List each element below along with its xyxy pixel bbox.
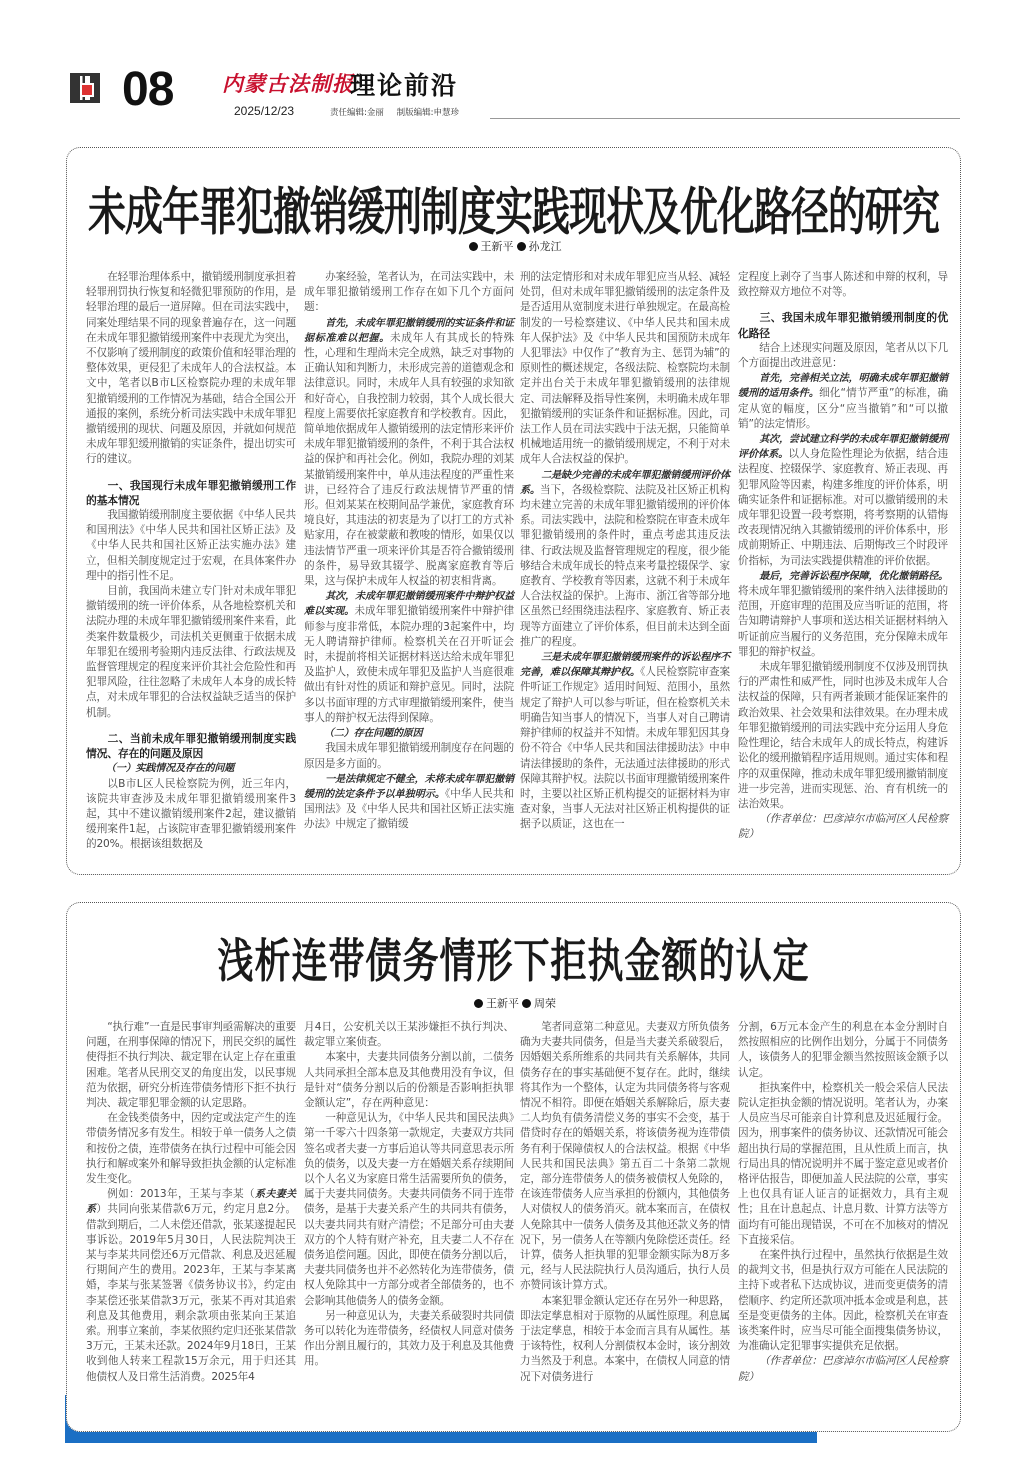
article-1-column-1 [86,270,296,853]
bullet-icon [474,999,483,1008]
article-2-title: 浅析连带债务情形下拒执金额的认定 [217,934,810,989]
editor-credits [330,106,459,118]
paragraph: 办案经验，笔者认为，在司法实践中，未成年罪犯撤销缓刑工作存在如下几个方面问题： [304,271,514,314]
emphasis-lead: 首先，未成年罪犯撤销缓刑的实证条件和证据标准难以把握。 [304,317,514,344]
article-2-column-3 [520,1020,730,1385]
author: 周荣 [534,997,556,1010]
paragraph: “执行难”一直是民事审判亟需解决的重要问题，在刑事保障的情况下，刑民交织的属性使得拒不执行判决、裁定罪在认定上存在重重困难。笔者从民刑交叉的角度出发，以民事规范为依据，研究分析连带债务情形下拒不执行判决、裁定罪犯罪金额的认定思路。 [86,1021,296,1110]
author-affiliation: （作者单位：巴彦淖尔市临河区人民检察院） [738,813,948,841]
paragraph: 定程度上剥夺了当事人陈述和申辩的权利，导致控辩双方地位不对等。 [738,271,948,299]
subsection-heading: （一）实践情况及存在的问题 [106,763,235,775]
paragraph: 刑的法定情形和对未成年罪犯应当从轻、减轻处罚，但对未成年罪犯撤销缓刑的法定条件及是否适用从宽制度未进行单独规定。在最高检制发的一号检察建议、《中华人民共和国未成年人保护法》及《中华人民共和国预防未成年人犯罪法》中仅作了“教育为主、惩罚为辅”的原则性的概述规定，各级法院、检察院均未制定并出台关于未成年罪犯撤销缓刑的法律规定、司法解释及指导性案例，未明确未成年罪犯撤销缓刑的实证条件和证据标准。因此，司法工作人员在司法实践中于法无据，只能简单机械地适用统一的撤销缓刑规定，不利于对未成年人合法权益的保护。 [520,271,730,466]
paragraph-text: 未成年罪犯撤销缓刑案件中辩护律师参与度非常低，本院办理的3起案件中，均无人聘请辩护律师。检察机关在召开听证会时，未提前将相关证据材料送达给未成年罪犯及监护人，致使未成年罪犯及监护人当庭很难做出有针对性的质证和辩护意见。同时，法院多以书面审理的方式审理撤销缓刑案件，使当事人的辩护权无法得到保障。 [304,605,514,724]
article-2-byline [66,995,961,1011]
author-affiliation: （作者单位：巴彦淖尔市临河区人民检察院） [738,1355,948,1383]
author: 王新平 [486,997,519,1010]
emphasis-lead: 最后，完善诉讼程序保障，优化撤销路径。 [759,570,948,582]
paragraph [304,772,514,833]
emphasis-lead: 其次，未成年罪犯撤销缓刑案件中辩护权益难以实现。 [304,591,514,618]
newspaper-logo: 内蒙古法制报 [222,71,354,96]
subsection-heading: （二）存在问题的原因 [324,728,423,740]
paragraph: 笔者同意第二种意见。夫妻双方所负债务确为夫妻共同债务，但是当夫妻关系破裂后，因婚姻关系所维系的共同共有关系解体，共同债务存在的事实基础便不复存在。此时，继续将其作为一个整体，认定为共同债务将与客观情况不相符。即便在婚姻关系解除后，原夫妻二人均负有债务清偿义务的事实不会变，基于借贷时存在的婚姻关系，将该债务视为连带债务有利于保障债权人的合法权益。根据《中华人民共和国民法典》第五百二十条第二款规定，部分连带债务人的债务被债权人免除的，在该连带债务人应当承担的份额内，其他债务人对债权人的债务消灭。就本案而言，在债权人免除其中一债务人债务及其他还款义务的情况下，另一债务人在等额内免除偿还责任。经计算，债务人拒执罪的犯罪金额实际为8万多元，经与人民法院执行人员沟通后，执行人员亦赞同该计算方式。 [520,1021,730,1292]
paragraph [304,316,514,590]
paragraph: 结合上述现实问题及原因，笔者从以下几个方面提出改进意见： [738,341,948,370]
section-heading: 三、我国未成年罪犯撤销缓刑制度的优化路径 [738,311,948,340]
author: 王新平 [480,240,514,253]
paragraph-text: 细化“情节严重”的标准，确定从宽的幅度，区分“应当撤销”和“可以撤销”的法定情形。 [738,387,948,430]
paragraph-text: 当下，各级检察院、法院及社区矫正机构均未建立完善的未成年罪犯撤销缓刑的评价体系。司法实践中，法院和检察院在审查未成年罪犯撤销缓刑的条件时，重点考虑其违反法律、行政法规及监督管理规定的程度，很少能够结合未成年成长的特点来考量控辍保学、家庭教育、学校教育等因素，这就不利于未成年人合法权益的保护。上海市、浙江省等部分地区虽然已经围绕违法程序、家庭教育、矫正表现等方面建立了评价体系，但目前未达到全面推广的程度。 [520,483,730,648]
paragraph [520,468,730,650]
paragraph: 在金钱类债务中，因约定或法定产生的连带债务情况多有发生。相较于单一债务人之债和按份之债，连带债务在执行过程中可能会因执行和解或案外和解导致拒执金额的认定标准发生变化。 [86,1112,296,1186]
paragraph: 我国撤销缓刑制度主要依据《中华人民共和国刑法》《中华人民共和国社区矫正法》及《中华人民共和国社区矫正法实施办法》建立，但相关制度规定过于宏观，在具体案件办理中的指引性不足。 [86,509,296,582]
emphasis-lead: 三是未成年罪犯撤销缓刑案件的诉讼程序不完善，难以保障其辩护权。 [520,652,730,679]
qr-code-icon [70,73,100,103]
article-1-column-2 [304,270,514,833]
paragraph: 我国未成年罪犯撤销缓刑制度存在问题的原因是多方面的。 [304,742,514,770]
paragraph: 一种意见认为，《中华人民共和国民法典》第一千零六十四条第一款规定，夫妻双方共同签名或者夫妻一方事后追认等共同意思表示所负的债务，以及夫妻一方在婚姻关系存续期间以个人名义为家庭日常生活需要所负的债务，属于夫妻共同债务。夫妻共同债务不同于连带债务，是基于夫妻关系产生的共同共有债务，以夫妻共同共有财产清偿；不足部分可由夫妻双方的个人特有财产补充，且夫妻二人不存在债务追偿问题。因此，即使在债务分割以后，夫妻共同债务也并不必然转化为连带债务，债权人免除其中一方部分或者全部债务的，也不会影响其他债务人的债务金额。 [304,1112,514,1307]
article-1-column-3 [520,270,730,833]
paragraph-text: 未成年人有其成长的特殊性，心理和生理尚未完全成熟，缺乏对事物的正确认知和判断力，未形成完善的道德观念和法律意识。同时，未成年人具有较强的求知欲和好奇心，自我控制力较弱，其个人成长很大程度上需要依托家庭教育和学校教育。因此，简单地依据成年人撤销缓刑的法定情形来评价未成年罪犯撤销缓刑的条件，不利于其合法权益的保护和再社会化。例如，我院办理的刘某某撤销缓刑案件中，单从违法程度的严重性来讲，已经符合了违反行政法规情节严重的情形。但刘某某在校期间品学兼优，家庭教育环境良好，其违法的初衷是为了以打工的方式补贴家用，存在被蒙蔽和教唆的情形，如果仅以违法情节严重一项来评价其是否符合撤销缓刑的条件，易导致其辍学、脱离家庭教育等后果，这与保护未成年人权益的初衷相背离。 [304,331,514,588]
article-1-byline [66,238,961,254]
paragraph-text: 《人民检察院审查案件听证工作规定》适用时间短、范围小，虽然规定了辩护人可以参与听证，但在检察机关未明确告知当事人的情况下，当事人对自己聘请辩护律师的权益并不知情。未成年罪犯因其身份不符合《中华人民共和国法律援助法》中申请法律援助的条件，无法通过法律援助的形式保障其辩护权。法院以书面审理撤销缓刑案件时，主要以社区矫正机构提交的证据材料为审查对象，当事人无法对社区矫正机构提供的证据予以质证，这也在一 [520,666,730,831]
emphasis-lead: 一是法律规定不健全，未将未成年罪犯撤销缓刑的法定条件予以单独明示。 [304,773,514,800]
paragraph [86,1187,296,1385]
paragraph-text: 《中华人民共和国刑法》及《中华人民共和国社区矫正法实施办法》中规定了撤销缓 [304,787,514,831]
paragraph [738,569,948,660]
emphasis-note: 系夫妻关系 [86,1189,296,1216]
paragraph: 以B市L区人民检察院为例，近三年内，该院共审查涉及未成年罪犯撤销缓刑案件3起，其中不建议撤销缓刑案件2起，建议撤销缓刑案件1起，占该院审查罪犯撤销缓刑案件的20%。根据该组数据及 [86,777,296,851]
paragraph [738,432,948,569]
paragraph-text: 将未成年罪犯撤销缓刑的案件纳入法律援助的范围，开庭审理的范围及应当听证的范围，将告知聘请辩护人事项和送达相关证据材料纳入听证前应当履行的义务范围，充分保障未成年罪犯的辩护权益。 [738,585,948,658]
paragraph [520,650,730,832]
emphasis-lead: 二是缺少完善的未成年罪犯撤销缓刑评价体系。 [520,469,730,496]
paragraph: 目前，我国尚未建立专门针对未成年罪犯撤销缓刑的统一评价体系，从各地检察机关和法院办理的未成年罪犯撤销缓刑案件来看，此类案件数量极少，司法机关更侧重于依据未成年罪犯在缓刑考验期内违反法律、行政法规及监督管理规定的程度来评价其社会危险性和再犯罪风险，往往忽略了未成年人本身的成长特点，对未成年罪犯的合法权益缺乏适当的保护机制。 [86,585,296,719]
article-1-column-4 [738,270,948,843]
layout-editor: 制版编辑:申慧珍 [396,108,459,118]
section-heading: 二、当前未成年罪犯撤销缓刑制度实践情况、存在的问题及原因 [86,731,296,761]
bullet-icon [522,999,531,1008]
paragraph [738,371,948,432]
paragraph: 在轻罪治理体系中，撤销缓刑制度承担着轻罪刑罚执行恢复和轻微犯罪预防的作用，是轻罪治理的最后一道屏障。但在司法实践中，同案处理结果不同的现象普遍存在，这一问题在未成年罪犯撤销缓刑案件中表现尤为突出，不仅影响了缓刑制度的政策价值和轻罪治理的整体效果，更侵犯了未成年人的合法权益。本文中，笔者以B市L区检察院办理的未成年罪犯撤销缓刑的工作情况为基础，结合全国公开通报的案例，系统分析司法实践中未成年罪犯撤销缓刑的现状、问题及原因，并就如何规范未成年罪犯缓刑撤销的实证条件，提出切实可行的建议。 [86,271,296,466]
paragraph: 本案中，夫妻共同债务分割以前，二债务人共同承担全部本息及其他费用没有争议，但是针对“债务分割以后的份额是否影响拒执罪金额认定”，存在两种意见： [304,1051,514,1110]
section-heading: 一、我国现行未成年罪犯撤销缓刑工作的基本情况 [86,478,296,507]
section-title: 理论前沿 [350,71,459,100]
paragraph [304,589,514,726]
article-2-column-4 [738,1020,948,1385]
masthead [0,0,1024,130]
paragraph: 本案犯罪金额认定还存在另外一种思路，即法定孳息相对于原物的从属性原理。利息属于法定孳息，相较于本金而言具有从属性。基于该特性，权利人分割债权本金时，该分割效力当然及于利息。本案中，在债权人同意的情况下对债务进行 [520,1294,730,1383]
article-1-title: 未成年罪犯撤销缓刑制度实践现状及优化路径的研究 [87,180,939,242]
paragraph: 拒执案件中，检察机关一般会采信人民法院认定拒执金额的情况说明。笔者认为，办案人员应当尽可能亲自计算利息及迟延履行金。因为，刑事案件的债务协议、还款情况可能会超出执行局的掌握范围，且从性质上而言，执行局出具的情况说明并不属于鉴定意见或者价格评估报告，即便加盖人民法院的公章，事实上也仅具有证人证言的证据效力，具有主观性；且在计息起点、计息月数、计算方法等方面均有可能出现错误，不可在不加核对的情况下直接采信。 [738,1081,948,1246]
page-number: 08 [122,63,174,116]
responsible-editor: 责任编辑:金丽 [330,108,384,118]
paragraph: 另一种意见认为，夫妻关系破裂时共同债务可以转化为连带债务，经债权人同意对债务作出分割且履行的，其效力及于利息及其他费用。 [304,1309,514,1368]
article-2-column-2 [304,1020,514,1370]
paragraph-text: ）共同向张某借款6万元，约定月息2分。借款到期后，二人未偿还借款，张某遂提起民事诉讼。2019年5月30日，人民法院判决王某与李某共同偿还6万元借款、利息及迟延履行期间产生的费用。2023年，王某与李某离婚，李某与张某签署《债务协议书》，约定由李某偿还张某借款3万元，张某不再对其追索利息及其他费用，剩余款项由张某向王某追索。刑事立案前，李某依照约定归还张某借款3万元，王某未还款。2024年9月18日，王某收到他人转来工程款15万余元，用于归还其他债权人及日常生活消费。2025年4 [86,1203,296,1383]
emphasis-lead: 其次，尝试建立科学的未成年罪犯撤销缓刑评价体系。 [738,434,948,461]
paragraph-text: 以人身危险性理论为依据，结合违法程度、控辍保学、家庭教育、矫正表现、再犯罪风险等因素，构建多维度的评价体系，明确实证条件和证据标准。对可以撤销缓刑的未成年罪犯设置一段考察期，将考察期的认错悔改表现情况纳入其撤销缓刑的评价体系中，形成前期矫正、中期违法、后期悔改三个时段评价指标，为司法实践提供精准的评价依据。 [738,448,948,567]
article-2-column-1 [86,1020,296,1385]
paragraph: 在案件执行过程中，虽然执行依据是生效的裁判文书，但是执行双方可能在人民法院的主持下或者私下达成协议，进而变更债务的清偿顺序、约定所还款项冲抵本金或是利息，甚至是变更债务的主体。因此，检察机关在审查该类案件时，应当尽可能全面搜集债务协议，为准确认定犯罪事实提供充足依据。 [738,1249,948,1353]
emphasis-lead: 首先，完善相关立法，明确未成年罪犯撤销缓刑的适用条件。 [738,373,948,400]
issue-date: 2025/12/23 [234,104,295,118]
paragraph-text: 例如：2013年，王某与李某（ [107,1188,255,1201]
paragraph: 月4日，公安机关以王某涉嫌拒不执行判决、裁定罪立案侦查。 [304,1021,514,1049]
header-rule [490,118,960,119]
paragraph: 未成年罪犯撤销缓刑制度不仅涉及刑罚执行的严肃性和威严性，同时也涉及未成年人合法权益的保障，只有两者兼顾才能保证案件的政治效果、社会效果和法律效果。在办理未成年罪犯撤销缓刑的司法实践中充分运用人身危险性理论，结合未成年人的成长特点，构建诉讼化的缓刑撤销程序适用规则。通过实体和程序的双重保障，推动未成年罪犯缓刑撤销制度进一步完善，进而实现惩、治、育有机统一的法治效果。 [738,661,948,810]
bullet-icon [517,242,526,251]
paragraph: 分割，6万元本金产生的利息在本金分割时自然按照相应的比例作出划分，分属于不同债务人，该债务人的犯罪金额当然按照该金额予以认定。 [738,1021,948,1079]
bullet-icon [469,242,478,251]
author: 孙龙江 [528,240,562,253]
